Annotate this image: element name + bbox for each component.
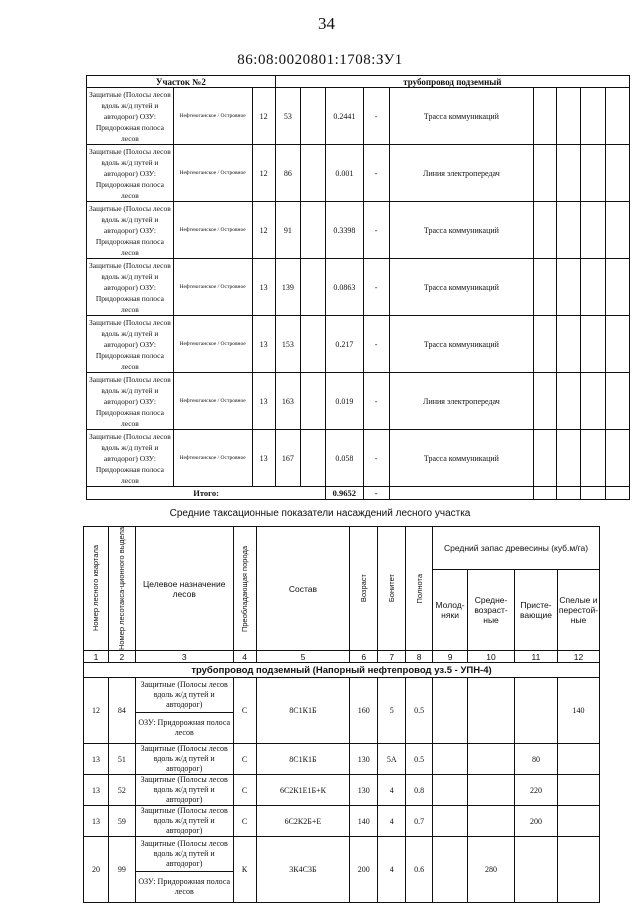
- ripe-cell: [557, 837, 599, 903]
- empty-cell: [557, 145, 581, 202]
- region-cell: Нефтеюганское / Островное: [173, 373, 252, 430]
- empty-cell: [581, 430, 605, 487]
- ripening-cell: 220: [514, 775, 557, 806]
- middle-cell: [468, 806, 515, 837]
- column-numbers-row: [84, 651, 600, 663]
- column-number: 9: [433, 651, 468, 663]
- header-young: Молод-няки: [433, 569, 468, 650]
- plot-row: [87, 88, 630, 145]
- empty-cell: [605, 430, 629, 487]
- column-number: 2: [108, 651, 135, 663]
- ripening-cell: 200: [514, 806, 557, 837]
- column-number: 1: [84, 651, 109, 663]
- target-cell: Защитные (Полосы лесов вдоль ж/д путей и автодорог): [135, 837, 233, 872]
- target-cell: Защитные (Полосы лесов вдоль ж/д путей и автодорог) ОЗУ: Придорожная полоса лесов: [87, 373, 174, 430]
- bonitet-cell: 4: [378, 806, 406, 837]
- empty-cell: [557, 373, 581, 430]
- empty-cell: [300, 145, 325, 202]
- region-cell: Нефтеюганское / Островное: [173, 259, 252, 316]
- kvartal-cell: 13: [252, 430, 275, 487]
- section-subtitle: Средние таксационные показатели насаждений лесного участка: [169, 508, 471, 519]
- table-row: [84, 678, 600, 713]
- empty-cell: [300, 373, 325, 430]
- empty-cell: [557, 88, 581, 145]
- ripe-cell: [557, 806, 599, 837]
- target-cell: Защитные (Полосы лесов вдоль ж/д путей и автодорог) ОЗУ: Придорожная полоса лесов: [87, 88, 174, 145]
- empty-cell: [534, 88, 557, 145]
- column-number: 8: [406, 651, 433, 663]
- plot-label: Участок №2: [87, 76, 276, 88]
- vydel-cell: 59: [108, 806, 135, 837]
- column-number: 5: [256, 651, 350, 663]
- empty-cell: [605, 259, 629, 316]
- breed-cell: С: [233, 678, 256, 744]
- area-cell: 0.001: [326, 145, 363, 202]
- density-cell: 0.5: [406, 744, 433, 775]
- kvartal-cell: 12: [252, 202, 275, 259]
- cadastral-number: 86:08:0020801:1708:ЗУ1: [237, 52, 403, 68]
- ozu-cell: ОЗУ: Придорожная полоса лесов: [135, 713, 233, 744]
- plot-row: [87, 145, 630, 202]
- area-cell: 0.3398: [326, 202, 363, 259]
- ripening-cell: [514, 678, 557, 744]
- section-title-row: [84, 663, 600, 678]
- composition-cell: 6С2К1Е1Б+К: [256, 775, 350, 806]
- region-cell: Нефтеюганское / Островное: [173, 145, 252, 202]
- region-cell: Нефтеюганское / Островное: [173, 202, 252, 259]
- bonitet-cell: 4: [378, 837, 406, 903]
- kvartal-cell: 13: [84, 806, 109, 837]
- total-label: Итого:: [87, 487, 326, 500]
- header-density: Полнота: [414, 573, 424, 604]
- column-number: 3: [135, 651, 233, 663]
- target-cell: Защитные (Полосы лесов вдоль ж/д путей и автодорог) ОЗУ: Придорожная полоса лесов: [87, 202, 174, 259]
- target-cell: Защитные (Полосы лесов вдоль ж/д путей и автодорог): [135, 744, 233, 775]
- middle-cell: 280: [468, 837, 515, 903]
- header-breed: Преобладающая порода: [240, 545, 250, 632]
- empty-cell: [557, 259, 581, 316]
- composition-cell: 6С2К2Б+Е: [256, 806, 350, 837]
- empty-cell: [605, 202, 629, 259]
- purpose-cell: Линия электропередач: [389, 145, 533, 202]
- young-cell: [433, 678, 468, 744]
- target-cell: Защитные (Полосы лесов вдоль ж/д путей и автодорог) ОЗУ: Придорожная полоса лесов: [87, 145, 174, 202]
- bonitet-cell: 4: [378, 775, 406, 806]
- age-cell: 140: [350, 806, 378, 837]
- ozu-cell: ОЗУ: Придорожная полоса лесов: [135, 872, 233, 903]
- vydel-cell: 153: [275, 316, 300, 373]
- column-number: 6: [350, 651, 378, 663]
- kvartal-cell: 13: [84, 744, 109, 775]
- table-row: [84, 837, 600, 872]
- column-number: 10: [468, 651, 515, 663]
- composition-cell: 8С1К1Б: [256, 744, 350, 775]
- dash-cell: -: [363, 373, 389, 430]
- kvartal-cell: 13: [252, 373, 275, 430]
- composition-cell: 8С1К1Б: [256, 678, 350, 744]
- ripening-cell: 80: [514, 744, 557, 775]
- empty-cell: [534, 430, 557, 487]
- header-stock-group: Средний запас древесины (куб.м/га): [433, 527, 600, 570]
- purpose-cell: Трасса коммуникаций: [389, 88, 533, 145]
- plot-row: [87, 316, 630, 373]
- empty-cell: [557, 430, 581, 487]
- kvartal-cell: 12: [252, 145, 275, 202]
- vydel-cell: 139: [275, 259, 300, 316]
- header-ripening: Присте-вающие: [514, 569, 557, 650]
- empty-cell: [581, 202, 605, 259]
- composition-cell: 3К4С3Б: [256, 837, 350, 903]
- header-composition: Состав: [256, 527, 350, 651]
- empty-cell: [605, 145, 629, 202]
- empty-cell: [300, 202, 325, 259]
- breed-cell: С: [233, 775, 256, 806]
- section-title: трубопровод подземный (Напорный нефтепровод уз.5 - УПН-4): [84, 663, 600, 678]
- total-value: 0.9652: [326, 487, 363, 500]
- page-number: 34: [318, 14, 335, 33]
- age-cell: 160: [350, 678, 378, 744]
- purpose-cell: Линия электропередач: [389, 373, 533, 430]
- empty-cell: [581, 373, 605, 430]
- empty-cell: [534, 259, 557, 316]
- middle-cell: [468, 678, 515, 744]
- ripe-cell: [557, 775, 599, 806]
- vydel-cell: 52: [108, 775, 135, 806]
- empty-cell: [581, 259, 605, 316]
- area-cell: 0.058: [326, 430, 363, 487]
- kvartal-cell: 12: [252, 88, 275, 145]
- pipeline-label: трубопровод подземный: [275, 76, 629, 88]
- young-cell: [433, 837, 468, 903]
- young-cell: [433, 744, 468, 775]
- bonitet-cell: 5А: [378, 744, 406, 775]
- density-cell: 0.7: [406, 806, 433, 837]
- plot-header-row: [87, 76, 630, 88]
- header-middle: Средне-возраст-ные: [468, 569, 515, 650]
- ripe-cell: [557, 744, 599, 775]
- purpose-cell: Трасса коммуникаций: [389, 316, 533, 373]
- bonitet-cell: 5: [378, 678, 406, 744]
- target-cell: Защитные (Полосы лесов вдоль ж/д путей и автодорог): [135, 678, 233, 713]
- vydel-cell: 91: [275, 202, 300, 259]
- column-number: 7: [378, 651, 406, 663]
- taxation-table: [83, 526, 600, 903]
- header-target: Целевое назначение лесов: [135, 527, 233, 651]
- empty-cell: [581, 316, 605, 373]
- plot-row: [87, 202, 630, 259]
- column-number: 11: [514, 651, 557, 663]
- vydel-cell: 51: [108, 744, 135, 775]
- target-cell: Защитные (Полосы лесов вдоль ж/д путей и автодорог) ОЗУ: Придорожная полоса лесов: [87, 259, 174, 316]
- plot-row: [87, 430, 630, 487]
- table-row: [84, 806, 600, 837]
- table-row: [84, 775, 600, 806]
- empty-cell: [581, 145, 605, 202]
- area-cell: 0.0863: [326, 259, 363, 316]
- dash-cell: -: [363, 259, 389, 316]
- purpose-cell: Трасса коммуникаций: [389, 430, 533, 487]
- empty-cell: [534, 145, 557, 202]
- middle-cell: [468, 775, 515, 806]
- header-bonitet: Бонитет: [387, 574, 397, 603]
- header-row-1: [84, 527, 600, 570]
- region-cell: Нефтеюганское / Островное: [173, 316, 252, 373]
- vydel-cell: 84: [108, 678, 135, 744]
- dash-cell: -: [363, 430, 389, 487]
- empty-cell: [300, 259, 325, 316]
- area-cell: 0.2441: [326, 88, 363, 145]
- young-cell: [433, 775, 468, 806]
- breed-cell: К: [233, 837, 256, 903]
- age-cell: 130: [350, 775, 378, 806]
- kvartal-cell: 13: [252, 259, 275, 316]
- age-cell: 200: [350, 837, 378, 903]
- plot-row: [87, 373, 630, 430]
- target-cell: Защитные (Полосы лесов вдоль ж/д путей и автодорог) ОЗУ: Придорожная полоса лесов: [87, 430, 174, 487]
- scan-artifacts: [0, 0, 640, 12]
- area-cell: 0.217: [326, 316, 363, 373]
- breed-cell: С: [233, 744, 256, 775]
- empty-cell: [581, 88, 605, 145]
- empty-cell: [605, 373, 629, 430]
- column-number: 12: [557, 651, 599, 663]
- column-number: 4: [233, 651, 256, 663]
- empty-cell: [300, 316, 325, 373]
- middle-cell: [468, 744, 515, 775]
- vydel-cell: 53: [275, 88, 300, 145]
- purpose-cell: Трасса коммуникаций: [389, 259, 533, 316]
- header-ripe: Спелые и перестой-ные: [557, 569, 599, 650]
- dash-cell: -: [363, 202, 389, 259]
- header-vydel: Номер лесотакса-ционного выдела: [117, 527, 127, 651]
- area-cell: 0.019: [326, 373, 363, 430]
- empty-cell: [557, 202, 581, 259]
- plot-row: [87, 259, 630, 316]
- empty-cell: [300, 430, 325, 487]
- breed-cell: С: [233, 806, 256, 837]
- kvartal-cell: 13: [84, 775, 109, 806]
- target-cell: Защитные (Полосы лесов вдоль ж/д путей и автодорог) ОЗУ: Придорожная полоса лесов: [87, 316, 174, 373]
- target-cell: Защитные (Полосы лесов вдоль ж/д путей и автодорог): [135, 806, 233, 837]
- ripening-cell: [514, 837, 557, 903]
- total-row: [87, 487, 630, 500]
- empty-cell: [557, 316, 581, 373]
- dash-cell: -: [363, 88, 389, 145]
- young-cell: [433, 806, 468, 837]
- dash-cell: -: [363, 145, 389, 202]
- density-cell: 0.8: [406, 775, 433, 806]
- region-cell: Нефтеюганское / Островное: [173, 88, 252, 145]
- header-kvartal: Номер лесного квартала: [91, 545, 101, 632]
- kvartal-cell: 13: [252, 316, 275, 373]
- empty-cell: [605, 88, 629, 145]
- region-cell: Нефтеюганское / Островное: [173, 430, 252, 487]
- density-cell: 0.6: [406, 837, 433, 903]
- vydel-cell: 86: [275, 145, 300, 202]
- kvartal-cell: 12: [84, 678, 109, 744]
- empty-cell: [534, 373, 557, 430]
- ripe-cell: 140: [557, 678, 599, 744]
- target-cell: Защитные (Полосы лесов вдоль ж/д путей и автодорог): [135, 775, 233, 806]
- purpose-cell: Трасса коммуникаций: [389, 202, 533, 259]
- total-dash: -: [363, 487, 389, 500]
- dash-cell: -: [363, 316, 389, 373]
- density-cell: 0.5: [406, 678, 433, 744]
- age-cell: 130: [350, 744, 378, 775]
- table-row: [84, 744, 600, 775]
- kvartal-cell: 20: [84, 837, 109, 903]
- plot-table: [86, 75, 630, 500]
- header-age: Возраст: [359, 574, 369, 603]
- vydel-cell: 163: [275, 373, 300, 430]
- empty-cell: [300, 88, 325, 145]
- empty-cell: [605, 316, 629, 373]
- vydel-cell: 167: [275, 430, 300, 487]
- vydel-cell: 99: [108, 837, 135, 903]
- empty-cell: [534, 202, 557, 259]
- empty-cell: [534, 316, 557, 373]
